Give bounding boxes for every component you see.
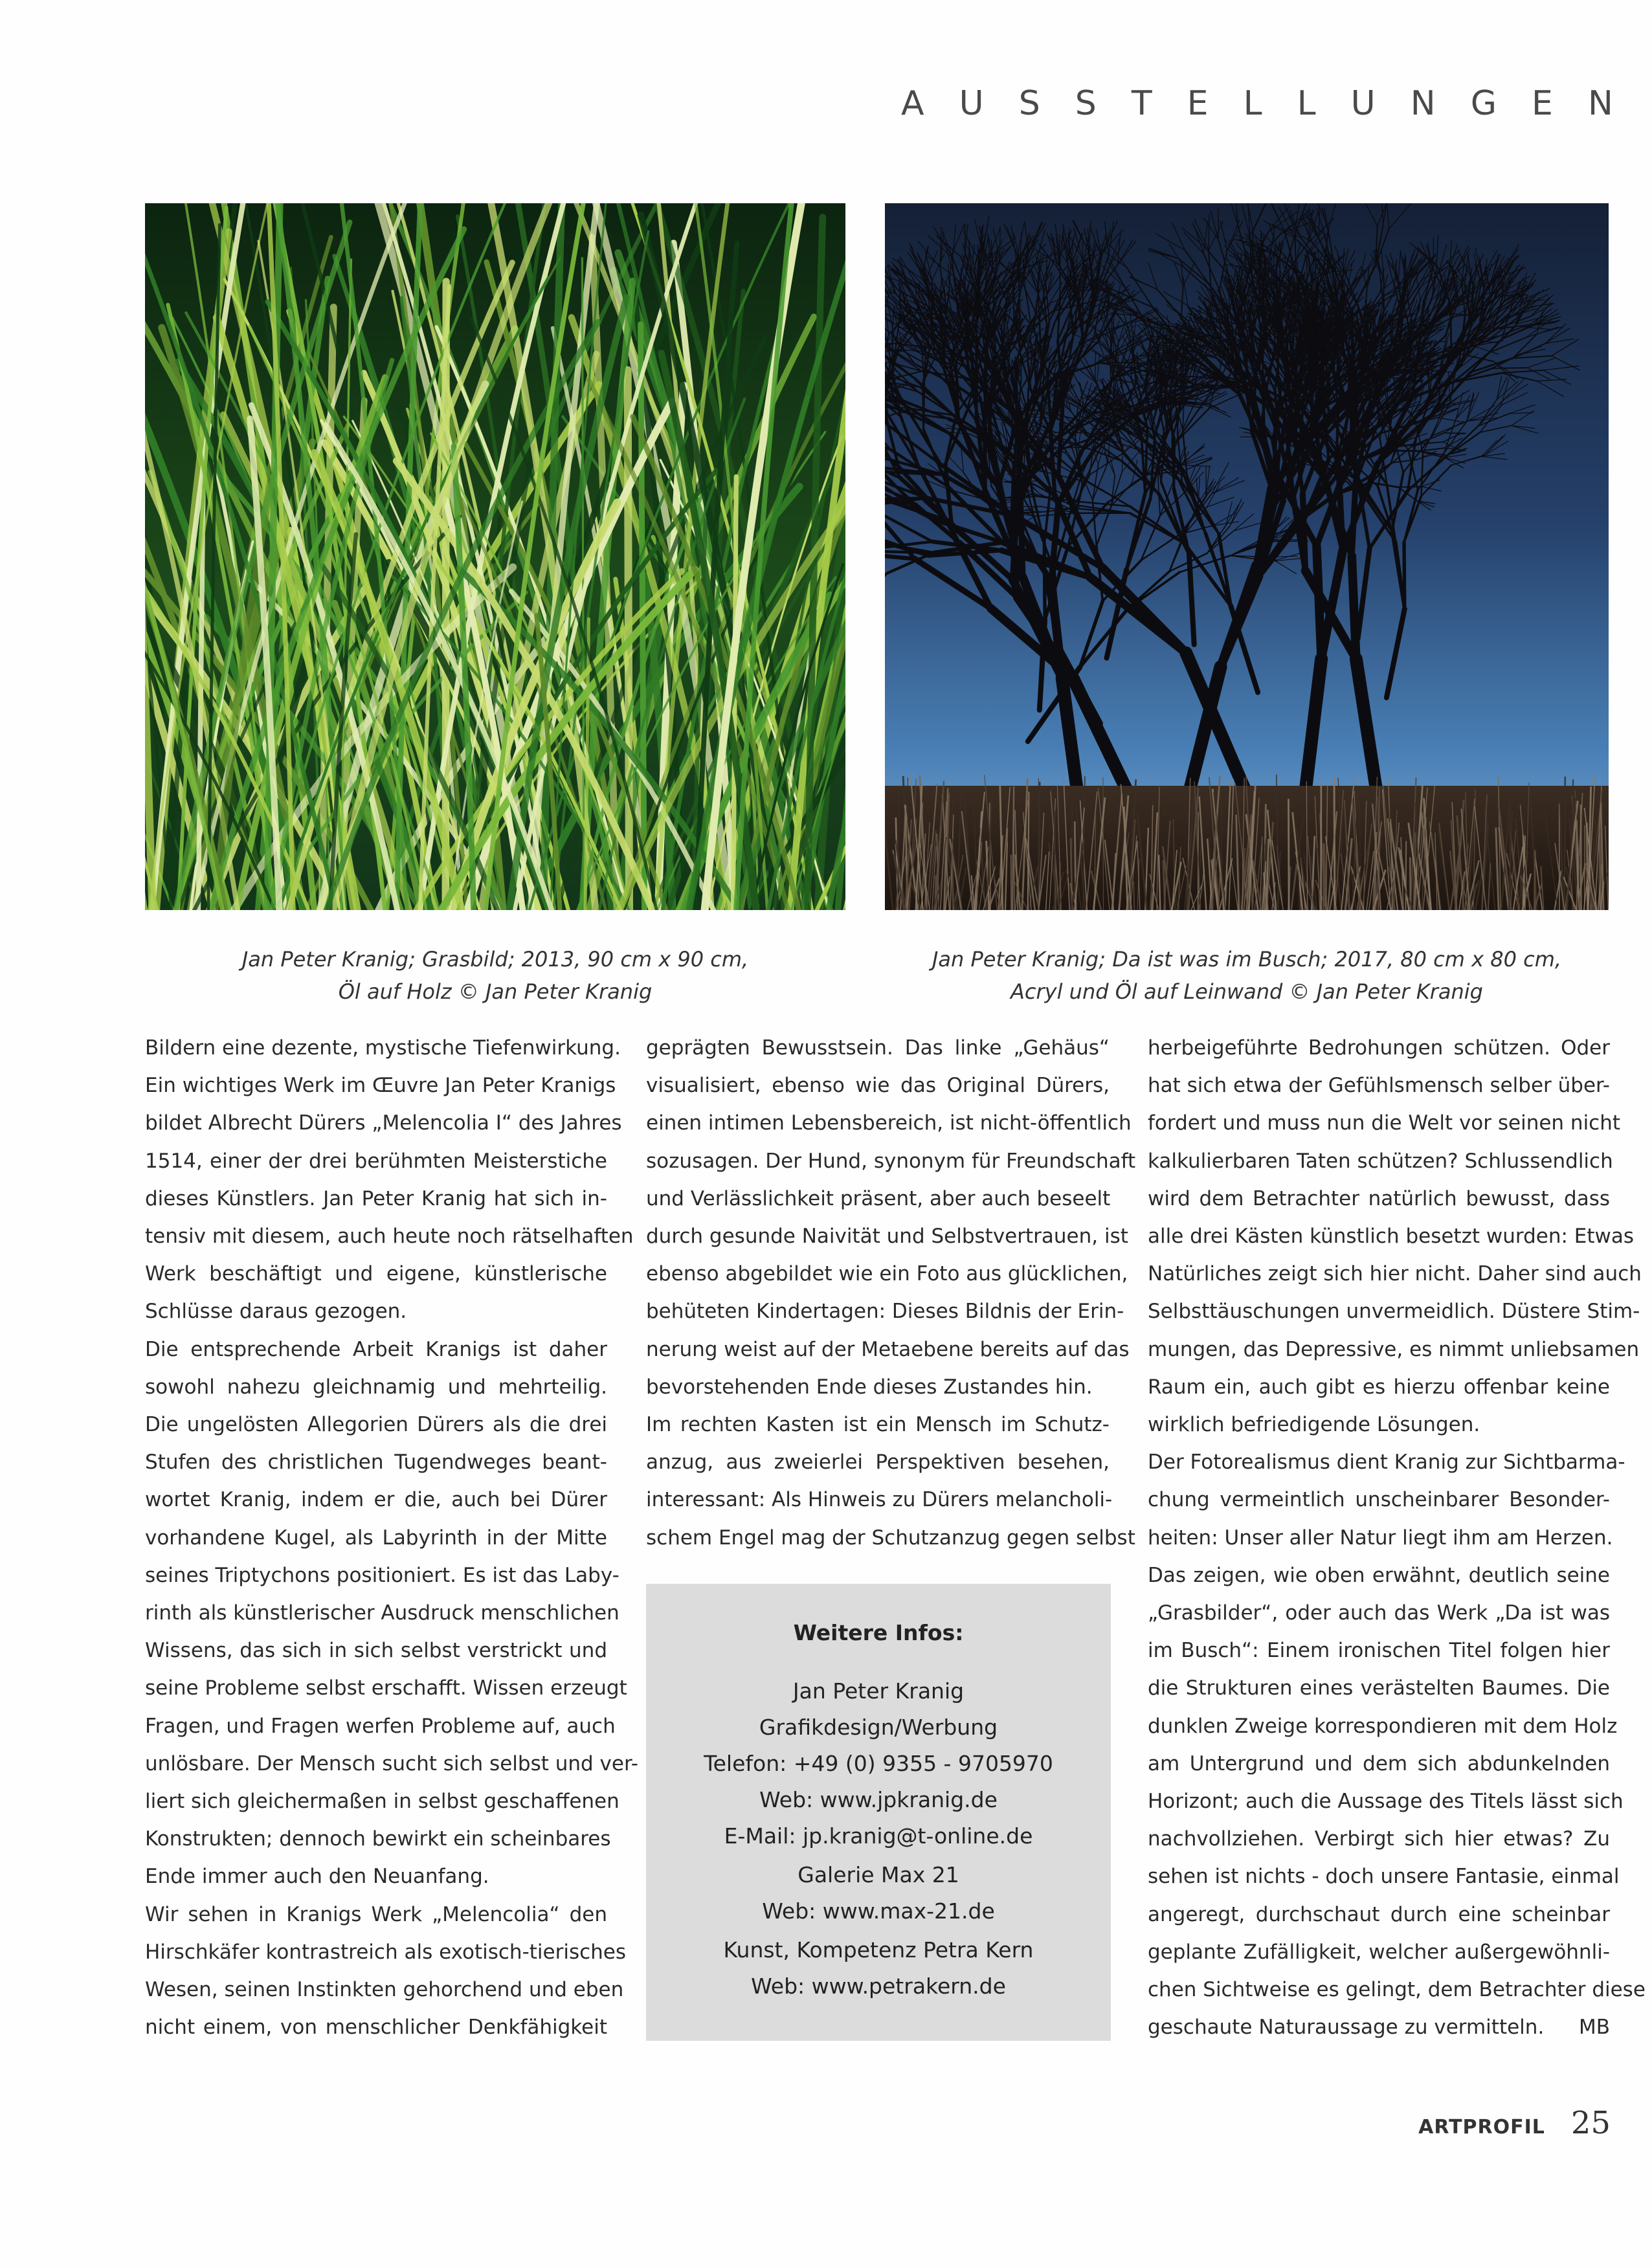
article-line: kalkulierbaren Taten schützen? Schlussendlich	[1148, 1149, 1613, 1173]
article-line: durch gesunde Naivität und Selbstvertrauen, ist	[646, 1225, 1128, 1249]
article-line: seines Triptychons positioniert. Es ist das Laby-	[145, 1563, 620, 1587]
artwork-tree-painting	[885, 203, 1609, 910]
article-line: Schlüsse daraus gezogen.	[145, 1300, 407, 1324]
article-line: Wissens, das sich in sich selbst verstrickt und	[145, 1639, 607, 1663]
article-column-2	[646, 1029, 1136, 1557]
page-footer	[1418, 2105, 1611, 2141]
article-line: geprägten Bewusstsein. Das linke „Gehäus“	[646, 1036, 1110, 1060]
info-box-line: Web: www.max-21.de	[762, 1898, 995, 1924]
section-header-letter: U	[1350, 84, 1376, 123]
info-box-line: Jan Peter Kranig	[792, 1678, 965, 1704]
article-line: Selbsttäuschungen unvermeidlich. Düstere Stim-	[1148, 1300, 1640, 1324]
article-line: wortet Kranig, indem er die, auch bei Dürer	[145, 1488, 607, 1512]
article-line: angeregt, durchschaut durch eine scheinbar	[1148, 1902, 1610, 1926]
article-line: Natürliches zeigt sich hier nicht. Daher sind auch	[1148, 1262, 1642, 1286]
article-line: Hirschkäfer kontrastreich als exotisch-tierisches	[145, 1940, 627, 1964]
article-line: sowohl nahezu gleichnamig und mehrteilig.	[145, 1375, 607, 1399]
article-line: alle drei Kästen künstlich besetzt wurden: Etwas	[1148, 1225, 1635, 1249]
page-number: 25	[1570, 2105, 1611, 2141]
article-line: bevorstehenden Ende dieses Zustandes hin.	[646, 1375, 1093, 1399]
article-line: anzug, aus zweierlei Perspektiven besehen,	[646, 1451, 1110, 1474]
section-header-letter: N	[1587, 84, 1613, 123]
article-line: die Strukturen eines verästelten Baumes. Die	[1148, 1676, 1610, 1700]
article-line: chung vermeintlich unscheinbarer Besonder-	[1148, 1488, 1610, 1512]
article-line: nerung weist auf der Metaebene bereits auf das	[646, 1337, 1130, 1361]
article-line: bildet Albrecht Dürers „Melencolia I“ des Jahres	[145, 1111, 622, 1135]
article-line: behüteten Kindertagen: Dieses Bildnis der Erin-	[646, 1300, 1124, 1324]
article-line: sozusagen. Der Hund, synonym für Freundschaft	[646, 1149, 1136, 1173]
info-box-title: Weitere Infos:	[793, 1620, 964, 1645]
article-line: Fragen, und Fragen werfen Probleme auf, auch	[145, 1714, 616, 1738]
article-line: nicht einem, von menschlicher Denkfähigkeit	[145, 2016, 607, 2040]
article-line: dunklen Zweige korrespondieren mit dem Holz	[1148, 1714, 1618, 1738]
article-line: ebenso abgebildet wie ein Foto aus glücklichen,	[646, 1262, 1128, 1286]
author-initials: MB	[1578, 2016, 1610, 2040]
article-line: visualisiert, ebenso wie das Original Dürers,	[646, 1074, 1110, 1098]
section-header-letter: U	[959, 84, 984, 123]
section-header	[901, 84, 1613, 123]
article-line: chen Sichtweise es gelingt, dem Betrachter diese	[1148, 1978, 1646, 2002]
caption-tree-painting	[885, 943, 1609, 1008]
caption-line: Öl auf Holz © Jan Peter Kranig	[338, 979, 653, 1004]
article-line: fordert und muss nun die Welt vor seinen nicht	[1148, 1111, 1621, 1135]
caption-line: Acryl und Öl auf Leinwand © Jan Peter Kranig	[1010, 979, 1483, 1004]
article-line: Ende immer auch den Neuanfang.	[145, 1865, 489, 1889]
info-box-line: Galerie Max 21	[798, 1862, 959, 1887]
article-line: wirklich befriedigende Lösungen.	[1148, 1413, 1480, 1437]
magazine-brand: ARTPROFIL	[1418, 2116, 1545, 2139]
article-column-3	[1148, 1029, 1646, 2046]
info-box-line: Grafikdesign/Werbung	[759, 1715, 998, 1740]
section-header-letter: L	[1297, 84, 1316, 123]
article-line: unlösbare. Der Mensch sucht sich selbst und ver-	[145, 1751, 638, 1775]
article-line: Wir sehen in Kranigs Werk „Melencolia“ den	[145, 1902, 607, 1926]
article-line: 1514, einer der drei berühmten Meisterstiche	[145, 1149, 607, 1173]
article-line: Bildern eine dezente, mystische Tiefenwirkung.	[145, 1036, 621, 1060]
article-line: Der Fotorealismus dient Kranig zur Sichtbarma-	[1148, 1451, 1625, 1474]
article-line: dieses Künstlers. Jan Peter Kranig hat sich in-	[145, 1186, 607, 1210]
article-line: Im rechten Kasten ist ein Mensch im Schutz-	[646, 1413, 1110, 1437]
info-box-line: Web: www.petrakern.de	[751, 1973, 1006, 1999]
article-line: im Busch“: Einem ironischen Titel folgen hier	[1148, 1639, 1610, 1663]
info-box-line: Kunst, Kompetenz Petra Kern	[723, 1937, 1034, 1962]
article-line: einen intimen Lebensbereich, ist nicht-öffentlich	[646, 1111, 1132, 1135]
article-line: rinth als künstlerischer Ausdruck menschlichen	[145, 1601, 620, 1625]
article-line: Das zeigen, wie oben erwähnt, deutlich seine	[1148, 1563, 1610, 1587]
closing-text: geschaute Naturaussage zu vermitteln.	[1148, 2016, 1545, 2040]
final-line	[1148, 2008, 1610, 2046]
info-box-line: Web: www.jpkranig.de	[759, 1787, 998, 1812]
article-column-1	[145, 1029, 638, 2046]
article-line: interessant: Als Hinweis zu Dürers melancholi-	[646, 1488, 1113, 1512]
article-line: Stufen des christlichen Tugendweges beant-	[145, 1451, 607, 1474]
tree-image	[885, 203, 1609, 910]
artwork-grass-painting	[145, 203, 845, 910]
section-header-letter: L	[1243, 84, 1262, 123]
section-header-letter: E	[1532, 84, 1553, 123]
article-line: Konstrukten; dennoch bewirkt ein scheinbares	[145, 1827, 611, 1851]
section-header-letter: T	[1131, 84, 1152, 123]
section-header-letter: S	[1018, 84, 1040, 123]
article-line: „Grasbilder“, oder auch das Werk „Da ist was	[1148, 1601, 1610, 1625]
article-line: Werk beschäftigt und eigene, künstlerische	[145, 1262, 607, 1286]
section-header-letter: E	[1187, 84, 1209, 123]
article-line: Raum ein, auch gibt es hierzu offenbar keine	[1148, 1375, 1610, 1399]
article-line: vorhandene Kugel, als Labyrinth in der Mitte	[145, 1526, 607, 1550]
article-line: nachvollziehen. Verbirgt sich hier etwas? Zu	[1148, 1827, 1610, 1851]
article-line: seine Probleme selbst erschafft. Wissen erzeugt	[145, 1676, 627, 1700]
grass-image	[145, 203, 845, 910]
article-line: hat sich etwa der Gefühlsmensch selber über-	[1148, 1074, 1610, 1098]
article-line: schem Engel mag der Schutzanzug gegen selbst	[646, 1526, 1135, 1550]
article-line: Ein wichtiges Werk im Œuvre Jan Peter Kranigs	[145, 1074, 616, 1098]
article-line: mungen, das Depressive, es nimmt unliebsamen	[1148, 1337, 1640, 1361]
article-line: tensiv mit diesem, auch heute noch rätselhaften	[145, 1225, 634, 1249]
section-header-letter: S	[1075, 84, 1097, 123]
article-line: Horizont; auch die Aussage des Titels lässt sich	[1148, 1790, 1624, 1814]
article-line: und Verlässlichkeit präsent, aber auch beseelt	[646, 1186, 1111, 1210]
article-line: heiten: Unser aller Natur liegt ihm am Herzen.	[1148, 1526, 1613, 1550]
info-box-line: Telefon: +49 (0) 9355 - 9705970	[704, 1751, 1053, 1776]
caption-grass-painting	[145, 943, 845, 1008]
article-line: liert sich gleichermaßen in selbst geschaffenen	[145, 1790, 620, 1814]
article-line: Die entsprechende Arbeit Kranigs ist daher	[145, 1337, 607, 1361]
section-header-letter: A	[901, 84, 924, 123]
article-line: am Untergrund und dem sich abdunkelnden	[1148, 1751, 1610, 1775]
article-line: herbeigeführte Bedrohungen schützen. Oder	[1148, 1036, 1610, 1060]
caption-line: Jan Peter Kranig; Da ist was im Busch; 2017, 80 cm x 80 cm,	[932, 947, 1562, 972]
info-box-line: E-Mail: jp.kranig@t-online.de	[724, 1823, 1033, 1849]
article-line: Die ungelösten Allegorien Dürers als die drei	[145, 1413, 607, 1437]
article-line: sehen ist nichts - doch unsere Fantasie, einmal	[1148, 1865, 1620, 1889]
info-box	[646, 1584, 1111, 2041]
caption-line: Jan Peter Kranig; Grasbild; 2013, 90 cm x 90 cm,	[241, 947, 749, 972]
section-header-letter: G	[1470, 84, 1497, 123]
article-line: wird dem Betrachter natürlich bewusst, dass	[1148, 1186, 1610, 1210]
article-line: geplante Zufälligkeit, welcher außergewöhnli-	[1148, 1940, 1610, 1964]
section-header-letter: N	[1410, 84, 1436, 123]
article-line: Wesen, seinen Instinkten gehorchend und eben	[145, 1978, 624, 2002]
